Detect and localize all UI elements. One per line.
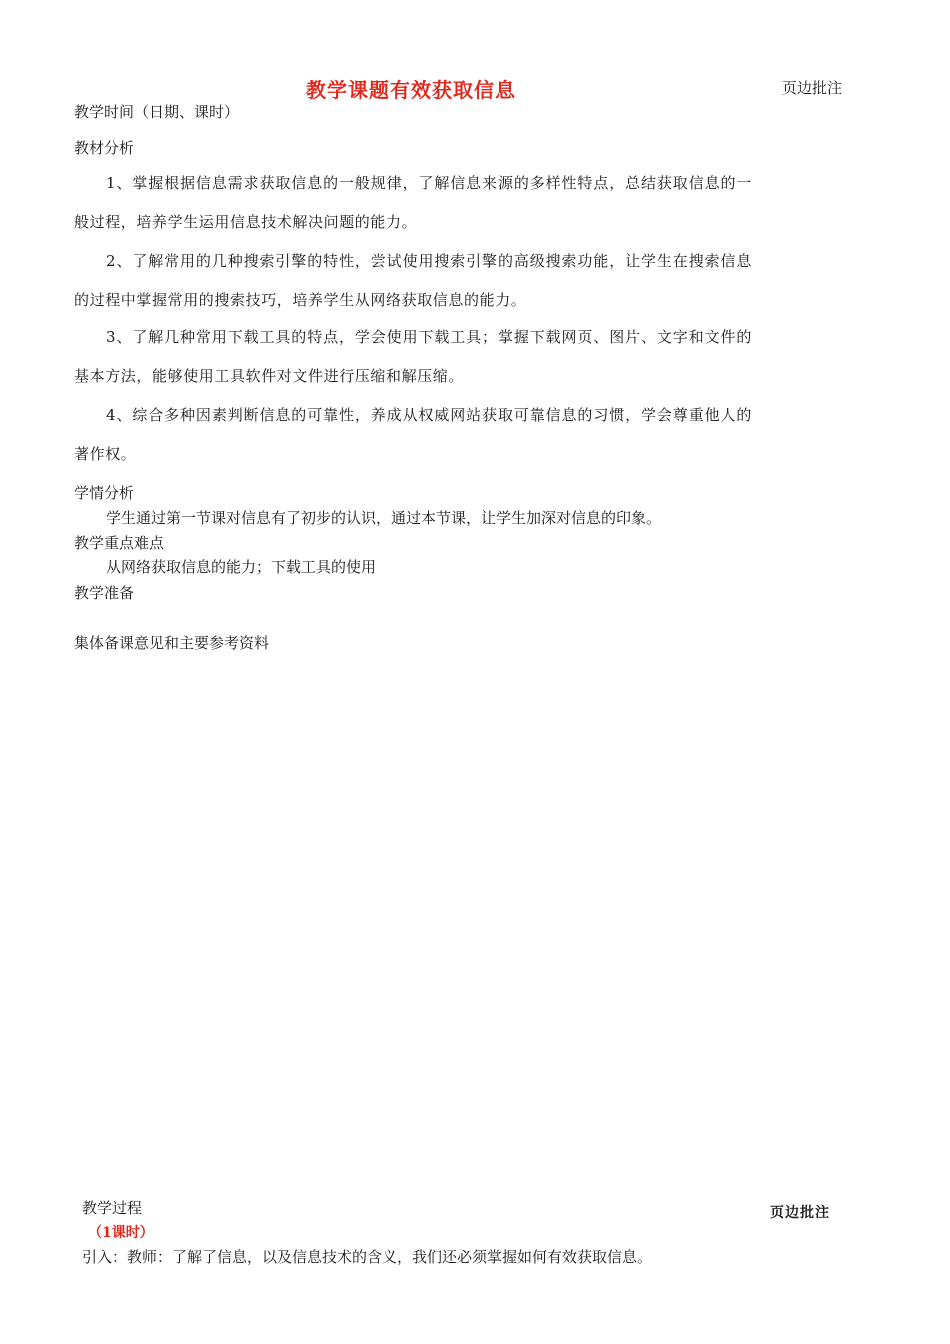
teaching-prep-label: 教学准备 — [74, 584, 135, 602]
material-item-3: 3、了解几种常用下载工具的特点，学会使用下载工具；掌握下载网页、图片、文字和文件的基本方法，能够使用工具软件对文件进行压缩和解压缩。 — [74, 328, 752, 385]
student-analysis-label: 学情分析 — [74, 484, 135, 502]
material-item-1: 1、掌握根据信息需求获取信息的一般规律，了解信息来源的多样性特点，总结获取信息的一般过程，培养学生运用信息技术解决问题的能力。 — [74, 174, 752, 231]
collective-prep-label: 集体备课意见和主要参考资料 — [74, 634, 270, 652]
document-title: 教学课题有效获取信息 — [306, 78, 516, 102]
teaching-time-label: 教学时间（日期、课时） — [74, 103, 240, 121]
material-item-4: 4、综合多种因素判断信息的可靠性，养成从权威网站获取可靠信息的习惯，学会尊重他人的著作权。 — [74, 406, 752, 463]
margin-note-header: 页边批注 — [782, 79, 843, 97]
material-analysis-label: 教材分析 — [74, 139, 135, 157]
key-difficulty-label: 教学重点难点 — [74, 534, 165, 552]
lesson-count: （1课时） — [88, 1225, 154, 1241]
intro-text: 引入：教师：了解了信息，以及信息技术的含义，我们还必须掌握如何有效获取信息。 — [82, 1248, 653, 1266]
margin-note-process: 页边批注 — [770, 1205, 830, 1221]
material-item-2: 2、了解常用的几种搜索引擎的特性，尝试使用搜索引擎的高级搜索功能，让学生在搜索信息的过程中掌握常用的搜索技巧，培养学生从网络获取信息的能力。 — [74, 252, 752, 309]
student-analysis-text: 学生通过第一节课对信息有了初步的认识，通过本节课，让学生加深对信息的印象。 — [106, 509, 662, 527]
teaching-process-label: 教学过程 — [82, 1199, 143, 1217]
key-difficulty-text: 从网络获取信息的能力；下载工具的使用 — [106, 558, 377, 576]
